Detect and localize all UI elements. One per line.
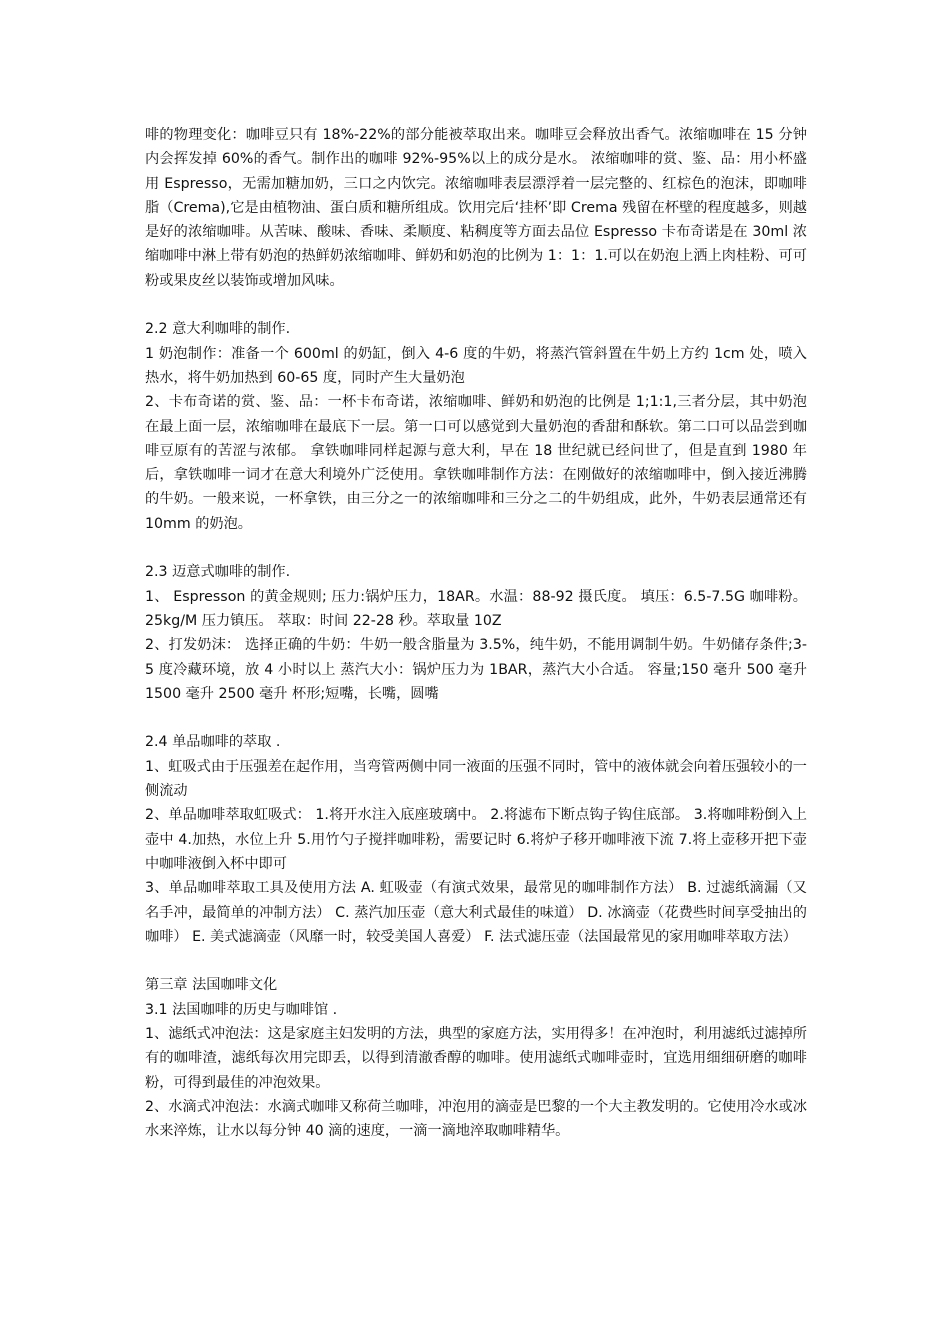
section-heading-2-4: 2.4 单品咖啡的萃取 . bbox=[145, 734, 281, 751]
paragraph-brewing-tools: 3、单品咖啡萃取工具及使用方法 A. 虹吸壶（有演式效果，最常见的咖啡制作方法） B. 过滤纸滴漏（又名手冲，最简单的冲制方法） C. 蒸汽加压壶（意大利式最佳的味道） D. 冰滴壶（花费些时间享受抽出的咖啡） E. 美式滤滴壶（风靡一时，较受美国人喜爱） F. 法式滤压壶（法国最常见的家用咖啡萃取方法） bbox=[145, 880, 807, 945]
paragraph-cold-drip-method: 2、水滴式冲泡法：水滴式咖啡又称荷兰咖啡，冲泡用的滴壶是巴黎的一个大主教发明的。它使用冷水或冰水来淬炼，让水以每分钟 40 滴的速度，一滴一滴地淬取咖啡精华。 bbox=[145, 1098, 807, 1140]
paragraph-milk-foam: 1 奶泡制作：准备一个 600ml 的奶缸，倒入 4-6 度的牛奶，将蒸汽管斜置在牛奶上方约 1cm 处，喷入热水，将牛奶加热到 60-65 度，同时产生大量奶泡 bbox=[145, 345, 807, 386]
paragraph-filter-paper-method: 1、滤纸式冲泡法：这是家庭主妇发明的方法，典型的家庭方法，实用得多！在冲泡时，利用滤纸过滤掉所有的咖啡渣，滤纸每次用完即丢，以得到清澈香醇的咖啡。使用滤纸式咖啡壶时，宜选用细细研磨的咖啡粉，可得到最佳的冲泡效果。 bbox=[145, 1025, 807, 1091]
paragraph-milk-frothing: 2、打发奶沫： 选择正确的牛奶：牛奶一般含脂量为 3.5%，纯牛奶，不能用调制牛奶。牛奶储存条件;3-5 度冷藏环境，放 4 小时以上 蒸汽大小：锅炉压力为 1BAR，蒸汽大小合适。 容量;150 毫升 500 毫升 1500 毫升 2500 毫升 杯形;短嘴，长嘴，圆嘴 bbox=[145, 637, 807, 702]
document-body bbox=[145, 123, 807, 1143]
paragraph-siphon-principle: 1、虹吸式由于压强差在起作用，当弯管两侧中同一液面的压强不同时，管中的液体就会向着压强较小的一侧流动 bbox=[145, 758, 807, 800]
chapter-heading-3: 第三章 法国咖啡文化 bbox=[145, 977, 278, 994]
section-heading-2-2: 2.2 意大利咖啡的制作. bbox=[145, 321, 291, 338]
paragraph-espresso-rules: 1、 Espresson 的黄金规则; 压力:锅炉压力，18AR。水温：88-92 摄氏度。 填压：6.5-7.5G 咖啡粉。25kg/M 压力镇压。 萃取：时间 22-28 秒。萃取量 10Z bbox=[145, 588, 807, 629]
paragraph-gap bbox=[145, 706, 807, 730]
paragraph-gap bbox=[145, 536, 807, 560]
paragraph-gap bbox=[145, 949, 807, 973]
paragraph-siphon-steps: 2、单品咖啡萃取虹吸式： 1.将开水注入底座玻璃中。 2.将滤布下断点钩子钩住底部。 3.将咖啡粉倒入上壶中 4.加热，水位上升 5.用竹勺子搅拌咖啡粉，需要记时 6.将炉子移开咖啡液下流 7.将上壶移开把下壶中咖啡液倒入杯中即可 bbox=[145, 807, 807, 872]
paragraph-gap bbox=[145, 293, 807, 317]
section-heading-2-3: 2.3 迈意式咖啡的制作. bbox=[145, 564, 291, 581]
paragraph-cappuccino-latte: 2、卡布奇诺的赏、鉴、品：一杯卡布奇诺，浓缩咖啡、鲜奶和奶泡的比例是 1;1:1,三者分层，其中奶泡在最上面一层，浓缩咖啡在最底下一层。第一口可以感觉到大量奶泡的香甜和酥软。第二口可以品尝到咖啡豆原有的苦涩与浓郁。 拿铁咖啡同样起源与意大利，早在 18 世纪就已经问世了，但是直到 1980 年后，拿铁咖啡一词才在意大利境外广泛使用。拿铁咖啡制作方法：在刚做好的浓缩咖啡中，倒入接近沸腾的牛奶。一般来说，一杯拿铁，由三分之一的浓缩咖啡和三分之二的牛奶组成，此外，牛奶表层通常还有 10mm 的奶泡。 bbox=[145, 394, 807, 532]
section-heading-3-1: 3.1 法国咖啡的历史与咖啡馆 . bbox=[145, 1001, 338, 1018]
paragraph-espresso-intro: 啡的物理变化：咖啡豆只有 18%-22%的部分能被萃取出来。咖啡豆会释放出香气。浓缩咖啡在 15 分钟内会挥发掉 60%的香气。制作出的咖啡 92%-95%以上的成分是水。 浓缩咖啡的赏、鉴、品：用小杯盛用 Espresso，无需加糖加奶，三口之内饮完。浓缩咖啡表层漂浮着一层完整的、红棕色的泡沫，即咖啡脂（Crema),它是由植物油、蛋白质和糖所组成。饮用完后‘挂杯’即 Crema 残留在杯壁的程度越多，则越是好的浓缩咖啡。从苦味、酸味、香味、柔顺度、粘稠度等方面去品位 Espresso 卡布奇诺是在 30ml 浓缩咖啡中淋上带有奶泡的热鲜奶浓缩咖啡、鲜奶和奶泡的比例为 1：1：1.可以在奶泡上洒上肉桂粉、可可粉或果皮丝以装饰或增加风味。 bbox=[145, 127, 807, 289]
